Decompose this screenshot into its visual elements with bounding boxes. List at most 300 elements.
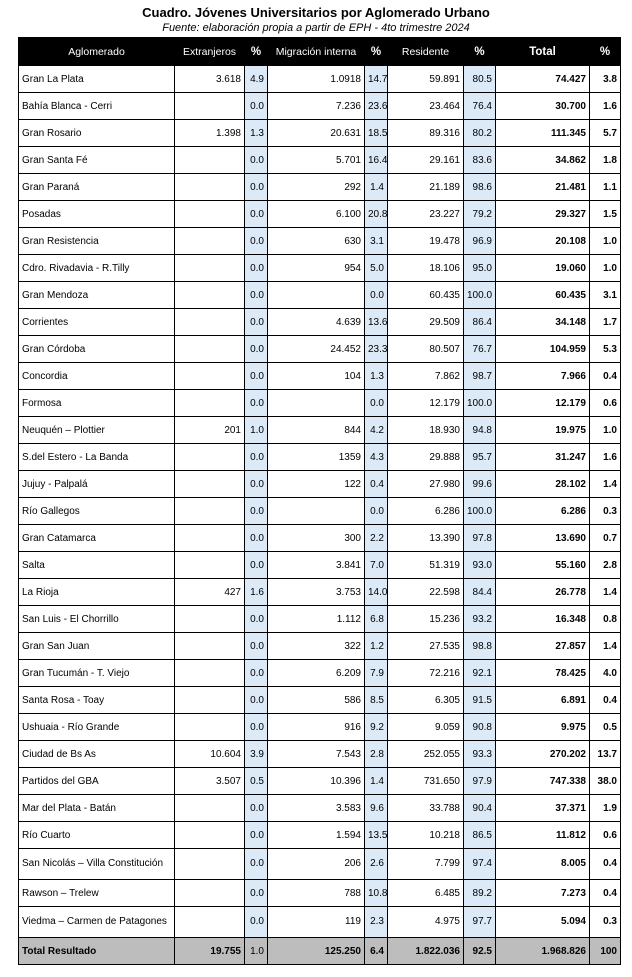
value-cell: 20.8 (365, 201, 388, 228)
value-cell: 0.7 (590, 525, 621, 552)
value-cell: 10.218 (388, 822, 464, 849)
value-cell: 0.5 (245, 768, 268, 795)
value-cell: 916 (268, 714, 365, 741)
aglomerado-cell: Posadas (19, 201, 175, 228)
value-cell (175, 552, 245, 579)
table-row (19, 66, 621, 93)
value-cell: 76.7 (464, 336, 496, 363)
value-cell: 29.161 (388, 147, 464, 174)
value-cell: 31.247 (496, 444, 590, 471)
value-cell: 90.8 (464, 714, 496, 741)
aglomerado-cell: Gran Mendoza (19, 282, 175, 309)
value-cell: 14.0 (365, 579, 388, 606)
aglomerado-cell: Río Cuarto (19, 822, 175, 849)
value-cell: 1.112 (268, 606, 365, 633)
value-cell: 7.236 (268, 93, 365, 120)
table-row (19, 201, 621, 228)
value-cell: 0.0 (245, 498, 268, 525)
value-cell: 24.452 (268, 336, 365, 363)
aglomerado-cell: San Luis - El Chorrillo (19, 606, 175, 633)
value-cell: 0.0 (245, 282, 268, 309)
value-cell (175, 849, 245, 880)
value-cell: 9.975 (496, 714, 590, 741)
aglomerado-cell: Gran Córdoba (19, 336, 175, 363)
value-cell: 0.3 (590, 498, 621, 525)
aglomerado-cell: San Nicolás – Villa Constitución (19, 849, 175, 880)
value-cell: 84.4 (464, 579, 496, 606)
value-cell: 788 (268, 880, 365, 907)
table-row (19, 282, 621, 309)
value-cell: 19.975 (496, 417, 590, 444)
value-cell: 3.9 (245, 741, 268, 768)
header-cell: % (245, 38, 268, 66)
value-cell: 33.788 (388, 795, 464, 822)
value-cell (175, 228, 245, 255)
value-cell: 89.316 (388, 120, 464, 147)
table-row (19, 579, 621, 606)
value-cell: 91.5 (464, 687, 496, 714)
value-cell: 28.102 (496, 471, 590, 498)
value-cell: 1.0 (590, 228, 621, 255)
value-cell: 89.2 (464, 880, 496, 907)
value-cell: 4.639 (268, 309, 365, 336)
table-row (19, 390, 621, 417)
value-cell: 3.841 (268, 552, 365, 579)
value-cell (175, 880, 245, 907)
value-cell: 21.189 (388, 174, 464, 201)
value-cell: 0.0 (245, 552, 268, 579)
value-cell: 1.6 (590, 93, 621, 120)
table-row (19, 228, 621, 255)
value-cell (175, 606, 245, 633)
value-cell: 16.4 (365, 147, 388, 174)
value-cell: 7.966 (496, 363, 590, 390)
value-cell (175, 309, 245, 336)
value-cell (175, 282, 245, 309)
value-cell: 0.8 (590, 606, 621, 633)
value-cell: 100.0 (464, 282, 496, 309)
value-cell: 630 (268, 228, 365, 255)
value-cell: 201 (175, 417, 245, 444)
value-cell (175, 255, 245, 282)
value-cell: 11.812 (496, 822, 590, 849)
table-row (19, 795, 621, 822)
value-cell (268, 282, 365, 309)
value-cell: 0.4 (590, 880, 621, 907)
value-cell: 97.8 (464, 525, 496, 552)
table-row (19, 768, 621, 795)
value-cell: 23.227 (388, 201, 464, 228)
value-cell: 13.5 (365, 822, 388, 849)
header-cell: % (365, 38, 388, 66)
value-cell: 5.094 (496, 907, 590, 938)
value-cell: 29.888 (388, 444, 464, 471)
value-cell: 86.4 (464, 309, 496, 336)
value-cell: 96.9 (464, 228, 496, 255)
value-cell: 7.862 (388, 363, 464, 390)
value-cell: 6.8 (365, 606, 388, 633)
value-cell: 76.4 (464, 93, 496, 120)
value-cell: 1359 (268, 444, 365, 471)
aglomerado-cell: Corrientes (19, 309, 175, 336)
value-cell: 18.930 (388, 417, 464, 444)
value-cell: 0.6 (590, 390, 621, 417)
header-cell: Migración interna (268, 38, 365, 66)
table-row (19, 822, 621, 849)
value-cell: 6.485 (388, 880, 464, 907)
value-cell (175, 822, 245, 849)
value-cell: 10.8 (365, 880, 388, 907)
value-cell (175, 174, 245, 201)
value-cell: 8.005 (496, 849, 590, 880)
value-cell: 26.778 (496, 579, 590, 606)
table-row (19, 498, 621, 525)
value-cell: 97.9 (464, 768, 496, 795)
aglomerado-cell: Gran Tucumán - T. Viejo (19, 660, 175, 687)
table-row (19, 633, 621, 660)
value-cell: 4.0 (590, 660, 621, 687)
aglomerado-cell: Río Gallegos (19, 498, 175, 525)
value-cell: 0.0 (245, 849, 268, 880)
value-cell: 206 (268, 849, 365, 880)
value-cell: 19.478 (388, 228, 464, 255)
table-row (19, 417, 621, 444)
value-cell: 0.0 (365, 282, 388, 309)
value-cell: 78.425 (496, 660, 590, 687)
value-cell: 1.6 (590, 444, 621, 471)
value-cell: 104 (268, 363, 365, 390)
value-cell: 1.0 (590, 255, 621, 282)
value-cell (175, 660, 245, 687)
value-cell: 7.799 (388, 849, 464, 880)
table-row (19, 471, 621, 498)
value-cell: 100.0 (464, 390, 496, 417)
value-cell: 100.0 (464, 498, 496, 525)
value-cell: 1.0 (245, 417, 268, 444)
value-cell: 3.1 (590, 282, 621, 309)
value-cell: 60.435 (388, 282, 464, 309)
aglomerado-cell: Viedma – Carmen de Patagones (19, 907, 175, 938)
aglomerado-cell: Ciudad de Bs As (19, 741, 175, 768)
value-cell: 0.0 (245, 795, 268, 822)
value-cell: 6.4 (365, 938, 388, 965)
value-cell (175, 363, 245, 390)
value-cell: 98.7 (464, 363, 496, 390)
value-cell: 27.857 (496, 633, 590, 660)
value-cell: 119 (268, 907, 365, 938)
header-row (19, 38, 621, 66)
value-cell: 3.618 (175, 66, 245, 93)
aglomerado-cell: Ushuaia - Río Grande (19, 714, 175, 741)
header-cell: Residente (388, 38, 464, 66)
value-cell (175, 633, 245, 660)
value-cell: 97.7 (464, 907, 496, 938)
value-cell: 270.202 (496, 741, 590, 768)
value-cell: 1.4 (365, 174, 388, 201)
total-label: Total Resultado (19, 938, 175, 965)
value-cell: 1.4 (590, 471, 621, 498)
value-cell: 252.055 (388, 741, 464, 768)
value-cell: 20.108 (496, 228, 590, 255)
value-cell: 27.535 (388, 633, 464, 660)
value-cell: 1.0918 (268, 66, 365, 93)
value-cell: 322 (268, 633, 365, 660)
value-cell: 13.390 (388, 525, 464, 552)
table-subtitle: Fuente: elaboración propia a partir de EPH - 4to trimestre 2024 (162, 22, 470, 34)
value-cell: 98.6 (464, 174, 496, 201)
value-cell: 90.4 (464, 795, 496, 822)
value-cell (175, 93, 245, 120)
value-cell: 2.6 (365, 849, 388, 880)
value-cell: 1.3 (245, 120, 268, 147)
value-cell: 93.0 (464, 552, 496, 579)
value-cell: 0.0 (245, 390, 268, 417)
table-row (19, 444, 621, 471)
value-cell (268, 390, 365, 417)
value-cell: 954 (268, 255, 365, 282)
table-row (19, 687, 621, 714)
value-cell: 1.6 (245, 579, 268, 606)
value-cell: 0.0 (245, 660, 268, 687)
value-cell: 19.755 (175, 938, 245, 965)
value-cell: 0.0 (245, 606, 268, 633)
value-cell: 93.2 (464, 606, 496, 633)
value-cell: 0.4 (590, 849, 621, 880)
value-cell: 18.5 (365, 120, 388, 147)
value-cell: 2.8 (365, 741, 388, 768)
value-cell: 7.273 (496, 880, 590, 907)
value-cell: 7.0 (365, 552, 388, 579)
value-cell (175, 201, 245, 228)
value-cell: 3.507 (175, 768, 245, 795)
value-cell (175, 471, 245, 498)
value-cell: 38.0 (590, 768, 621, 795)
value-cell: 4.975 (388, 907, 464, 938)
value-cell: 4.2 (365, 417, 388, 444)
value-cell: 0.0 (245, 471, 268, 498)
value-cell: 0.4 (365, 471, 388, 498)
table-row (19, 849, 621, 880)
value-cell: 300 (268, 525, 365, 552)
value-cell: 8.5 (365, 687, 388, 714)
value-cell: 1.4 (590, 633, 621, 660)
value-cell: 6.100 (268, 201, 365, 228)
value-cell: 0.0 (245, 93, 268, 120)
value-cell: 731.650 (388, 768, 464, 795)
value-cell: 0.0 (245, 525, 268, 552)
aglomerado-cell: S.del Estero - La Banda (19, 444, 175, 471)
value-cell: 0.4 (590, 687, 621, 714)
aglomerado-cell: Gran Santa Fé (19, 147, 175, 174)
header-cell: % (590, 38, 621, 66)
value-cell: 2.8 (590, 552, 621, 579)
table-row (19, 552, 621, 579)
aglomerado-cell: Partidos del GBA (19, 768, 175, 795)
value-cell: 6.286 (496, 498, 590, 525)
value-cell: 4.9 (245, 66, 268, 93)
aglomerado-cell: Neuquén – Plottier (19, 417, 175, 444)
value-cell: 0.0 (245, 336, 268, 363)
value-cell: 94.8 (464, 417, 496, 444)
value-cell: 125.250 (268, 938, 365, 965)
value-cell: 0.0 (245, 444, 268, 471)
value-cell (175, 795, 245, 822)
aglomerado-cell: Rawson – Trelew (19, 880, 175, 907)
value-cell (175, 147, 245, 174)
value-cell: 0.0 (245, 147, 268, 174)
value-cell: 97.4 (464, 849, 496, 880)
table-row (19, 93, 621, 120)
value-cell: 92.5 (464, 938, 496, 965)
value-cell: 122 (268, 471, 365, 498)
value-cell: 1.7 (590, 309, 621, 336)
value-cell: 5.3 (590, 336, 621, 363)
value-cell: 83.6 (464, 147, 496, 174)
table-row (19, 660, 621, 687)
aglomerado-cell: Gran San Juan (19, 633, 175, 660)
aglomerado-cell: Gran Paraná (19, 174, 175, 201)
value-cell: 29.327 (496, 201, 590, 228)
aglomerado-cell: Concordia (19, 363, 175, 390)
value-cell: 104.959 (496, 336, 590, 363)
value-cell: 23.3 (365, 336, 388, 363)
aglomerado-cell: La Rioja (19, 579, 175, 606)
value-cell (175, 525, 245, 552)
aglomerado-cell: Santa Rosa - Toay (19, 687, 175, 714)
value-cell: 1.8 (590, 147, 621, 174)
total-row (19, 938, 621, 965)
table-row (19, 309, 621, 336)
value-cell: 9.2 (365, 714, 388, 741)
value-cell: 2.3 (365, 907, 388, 938)
value-cell: 72.216 (388, 660, 464, 687)
value-cell: 21.481 (496, 174, 590, 201)
aglomerado-cell: Formosa (19, 390, 175, 417)
aglomerado-cell: Mar del Plata - Batán (19, 795, 175, 822)
table-row (19, 120, 621, 147)
aglomerado-cell: Gran Catamarca (19, 525, 175, 552)
value-cell: 79.2 (464, 201, 496, 228)
aglomerado-cell: Gran Resistencia (19, 228, 175, 255)
value-cell: 0.0 (245, 255, 268, 282)
table-row (19, 525, 621, 552)
data-table (18, 37, 621, 965)
value-cell: 427 (175, 579, 245, 606)
value-cell (175, 714, 245, 741)
value-cell: 844 (268, 417, 365, 444)
value-cell: 51.319 (388, 552, 464, 579)
value-cell (175, 687, 245, 714)
value-cell: 0.0 (245, 309, 268, 336)
value-cell (175, 336, 245, 363)
value-cell: 74.427 (496, 66, 590, 93)
table-row (19, 880, 621, 907)
value-cell: 3.1 (365, 228, 388, 255)
value-cell: 80.2 (464, 120, 496, 147)
value-cell: 1.5 (590, 201, 621, 228)
table-title: Cuadro. Jóvenes Universitarios por Aglomerado Urbano (142, 5, 490, 20)
value-cell: 1.9 (590, 795, 621, 822)
value-cell: 5.701 (268, 147, 365, 174)
value-cell: 1.2 (365, 633, 388, 660)
value-cell: 12.179 (496, 390, 590, 417)
value-cell: 0.0 (365, 498, 388, 525)
value-cell: 4.3 (365, 444, 388, 471)
table-row (19, 741, 621, 768)
value-cell: 34.148 (496, 309, 590, 336)
value-cell: 30.700 (496, 93, 590, 120)
value-cell: 0.6 (590, 822, 621, 849)
value-cell: 586 (268, 687, 365, 714)
value-cell (175, 444, 245, 471)
value-cell: 13.7 (590, 741, 621, 768)
header-cell: Extranjeros (175, 38, 245, 66)
value-cell: 60.435 (496, 282, 590, 309)
value-cell: 12.179 (388, 390, 464, 417)
value-cell: 0.0 (245, 687, 268, 714)
value-cell: 16.348 (496, 606, 590, 633)
value-cell: 27.980 (388, 471, 464, 498)
value-cell: 9.059 (388, 714, 464, 741)
value-cell: 13.690 (496, 525, 590, 552)
value-cell: 37.371 (496, 795, 590, 822)
value-cell: 0.0 (245, 228, 268, 255)
aglomerado-cell: Gran Rosario (19, 120, 175, 147)
aglomerado-cell: Cdro. Rivadavia - R.Tilly (19, 255, 175, 282)
value-cell: 23.6 (365, 93, 388, 120)
value-cell: 92.1 (464, 660, 496, 687)
value-cell: 2.2 (365, 525, 388, 552)
value-cell: 292 (268, 174, 365, 201)
value-cell: 0.0 (245, 714, 268, 741)
table-row (19, 174, 621, 201)
value-cell: 6.209 (268, 660, 365, 687)
value-cell: 29.509 (388, 309, 464, 336)
aglomerado-cell: Gran La Plata (19, 66, 175, 93)
value-cell: 6.286 (388, 498, 464, 525)
aglomerado-cell: Jujuy - Palpalá (19, 471, 175, 498)
value-cell: 59.891 (388, 66, 464, 93)
value-cell: 19.060 (496, 255, 590, 282)
value-cell: 9.6 (365, 795, 388, 822)
value-cell: 95.7 (464, 444, 496, 471)
value-cell: 3.8 (590, 66, 621, 93)
value-cell: 1.4 (590, 579, 621, 606)
value-cell: 0.0 (245, 174, 268, 201)
value-cell: 22.598 (388, 579, 464, 606)
value-cell: 0.5 (590, 714, 621, 741)
table-row (19, 363, 621, 390)
value-cell: 0.4 (590, 363, 621, 390)
value-cell: 5.0 (365, 255, 388, 282)
table-row (19, 606, 621, 633)
value-cell: 3.583 (268, 795, 365, 822)
value-cell: 10.604 (175, 741, 245, 768)
value-cell: 99.6 (464, 471, 496, 498)
value-cell: 15.236 (388, 606, 464, 633)
value-cell: 80.507 (388, 336, 464, 363)
value-cell: 111.345 (496, 120, 590, 147)
value-cell: 1.594 (268, 822, 365, 849)
value-cell (268, 498, 365, 525)
value-cell: 100 (590, 938, 621, 965)
value-cell: 80.5 (464, 66, 496, 93)
value-cell (175, 498, 245, 525)
value-cell: 1.968.826 (496, 938, 590, 965)
value-cell (175, 907, 245, 938)
value-cell: 3.753 (268, 579, 365, 606)
value-cell: 18.106 (388, 255, 464, 282)
